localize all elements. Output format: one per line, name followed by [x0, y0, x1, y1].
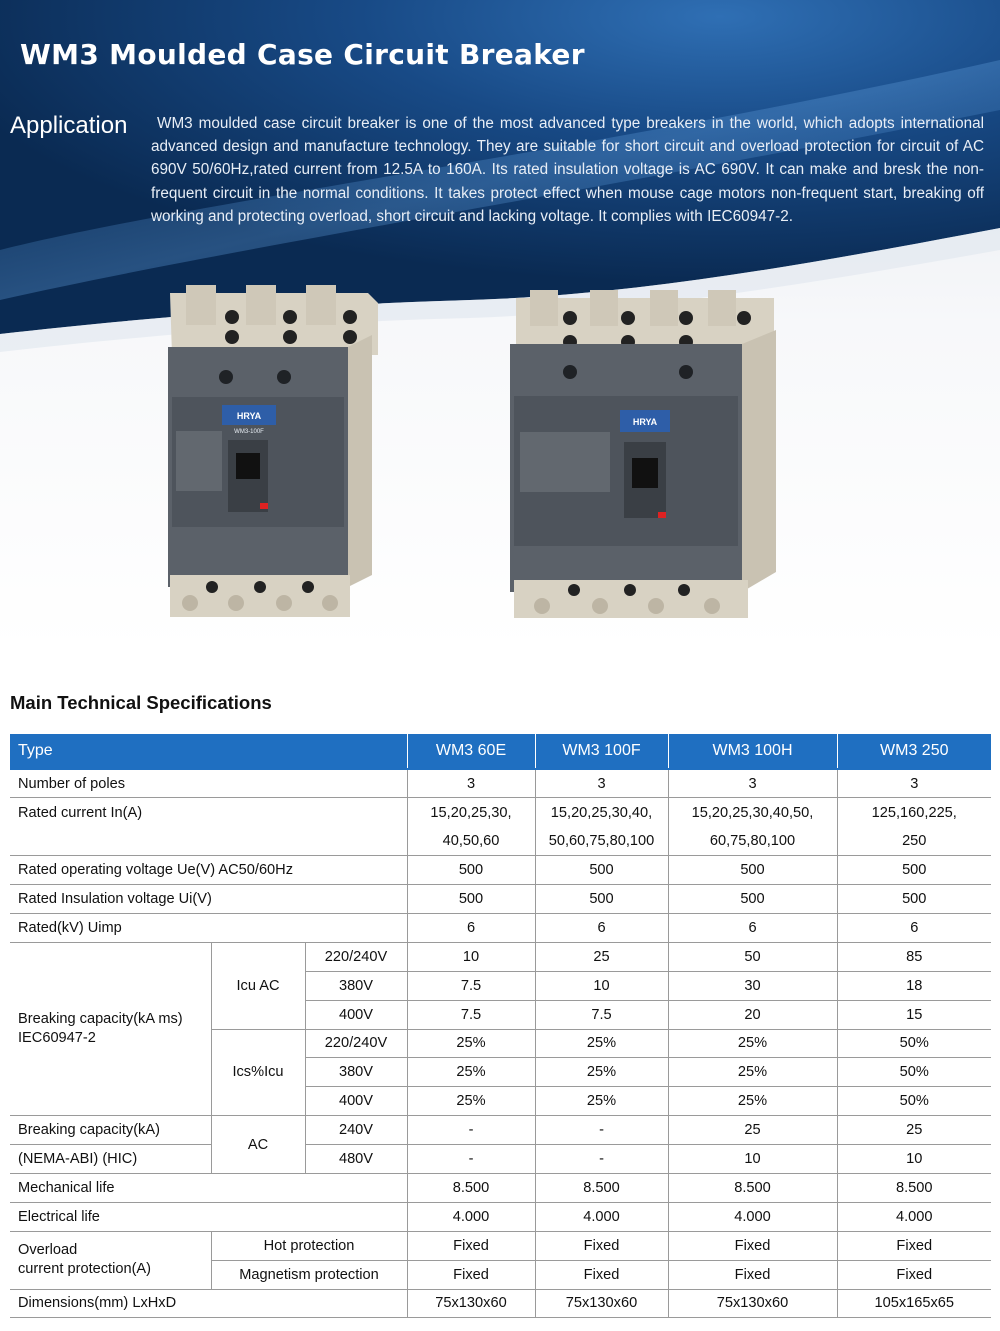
hero-banner	[0, 0, 1000, 650]
application-heading: Application	[10, 112, 128, 139]
cell-value: -	[535, 1116, 668, 1145]
cell-value: 4.000	[535, 1202, 668, 1231]
cell-value: 75x130x60	[668, 1289, 837, 1318]
cell-value: -	[407, 1116, 535, 1145]
voltage-cell: 220/240V	[305, 1029, 407, 1058]
cell-value: 500	[535, 856, 668, 885]
sub-label: Magnetism protection	[211, 1260, 407, 1289]
table-row	[10, 1289, 991, 1318]
spec-table	[10, 734, 991, 1318]
voltage-cell: 480V	[305, 1145, 407, 1174]
cell-value: 500	[407, 856, 535, 885]
table-row	[10, 1116, 991, 1145]
icu-label: Icu AC	[211, 942, 305, 1029]
cell-value: 25%	[407, 1087, 535, 1116]
cell-value: 4.000	[668, 1202, 837, 1231]
cell-value: 500	[407, 885, 535, 914]
cell-value: 60,75,80,100	[668, 827, 837, 856]
cell-value: 4.000	[407, 1202, 535, 1231]
cell-value: 15,20,25,30,40,50,	[668, 798, 837, 827]
cell-value: 7.5	[407, 1000, 535, 1029]
model-header: WM3 100F	[535, 734, 668, 769]
row-label: Mechanical life	[10, 1173, 407, 1202]
cell-value: 105x165x65	[837, 1289, 991, 1318]
cell-value: 500	[837, 856, 991, 885]
cell-value: 3	[535, 769, 668, 798]
cell-value: 85	[837, 942, 991, 971]
cell-value: 500	[837, 885, 991, 914]
cell-value: Fixed	[837, 1231, 991, 1260]
ac-label: AC	[211, 1116, 305, 1174]
voltage-cell: 400V	[305, 1087, 407, 1116]
row-label: Breaking capacity(kA)	[10, 1116, 211, 1145]
row-label: (NEMA-ABI) (HIC)	[10, 1145, 211, 1174]
cell-value: 3	[407, 769, 535, 798]
label-line: Breaking capacity(kA ms)	[18, 1011, 183, 1028]
cell-value: 25%	[407, 1029, 535, 1058]
breaker-image-4-pole	[508, 290, 778, 618]
voltage-cell: 380V	[305, 1058, 407, 1087]
breaking-capacity-label	[10, 942, 211, 1115]
brand-logo-text-2: HRYA	[632, 417, 658, 427]
cell-value: 25	[535, 942, 668, 971]
voltage-cell: 240V	[305, 1116, 407, 1145]
cell-value: 6	[668, 913, 837, 942]
table-row	[10, 885, 991, 914]
cell-value: 25%	[535, 1058, 668, 1087]
table-row	[10, 913, 991, 942]
row-label: Electrical life	[10, 1202, 407, 1231]
cell-value: 7.5	[407, 971, 535, 1000]
cell-value: 10	[837, 1145, 991, 1174]
cell-value: Fixed	[407, 1231, 535, 1260]
cell-value: 3	[837, 769, 991, 798]
cell-value: Fixed	[407, 1260, 535, 1289]
cell-value: 250	[837, 827, 991, 856]
cell-value: 25%	[535, 1087, 668, 1116]
cell-value: 10	[668, 1145, 837, 1174]
table-row	[10, 1173, 991, 1202]
cell-value: 25%	[668, 1087, 837, 1116]
cell-value: 10	[535, 971, 668, 1000]
spec-section-title: Main Technical Specifications	[10, 692, 272, 713]
cell-value: 25%	[668, 1058, 837, 1087]
cell-value: 15,20,25,30,	[407, 798, 535, 827]
row-label: Rated Insulation voltage Ui(V)	[10, 885, 407, 914]
cell-value: 8.500	[407, 1173, 535, 1202]
cell-value: 30	[668, 971, 837, 1000]
sub-label: Hot protection	[211, 1231, 407, 1260]
cell-value: 8.500	[668, 1173, 837, 1202]
cell-value: -	[407, 1145, 535, 1174]
cell-value: 25%	[535, 1029, 668, 1058]
cell-value: Fixed	[668, 1231, 837, 1260]
cell-value: 500	[668, 885, 837, 914]
cell-value: Fixed	[535, 1231, 668, 1260]
cell-value: 15	[837, 1000, 991, 1029]
cell-value: Fixed	[668, 1260, 837, 1289]
cell-value: 25	[837, 1116, 991, 1145]
cell-value: -	[535, 1145, 668, 1174]
application-paragraph: WM3 moulded case circuit breaker is one of the most advanced type breakers in the world, which adopts international advanced design and manufacture technology. They are suitable for short circuit and overload protection for circuit of AC 690V 50/60Hz,rated current from 12.5A to 160A. Its rated insulation voltage is AC 690V. It can make and bresk the non-frequent circuit in the normal conditions. It takes protect effect when mouse cage motors non-frequent start, breaking off working and protecting overload, short circuit and lacking voltage. It complies with IEC60947-2.	[151, 115, 984, 225]
cell-value: 50%	[837, 1087, 991, 1116]
voltage-cell: 380V	[305, 971, 407, 1000]
table-row	[10, 1231, 991, 1260]
cell-value: 500	[535, 885, 668, 914]
table-row	[10, 769, 991, 798]
cell-value: 25	[668, 1116, 837, 1145]
page-title: WM3 Moulded Case Circuit Breaker	[20, 38, 585, 71]
table-header-row	[10, 734, 991, 769]
cell-value: 75x130x60	[407, 1289, 535, 1318]
cell-value: 25%	[668, 1029, 837, 1058]
breaker-image-3-pole	[150, 285, 382, 617]
voltage-cell: 400V	[305, 1000, 407, 1029]
row-label: Rated current In(A)	[10, 798, 407, 827]
cell-value: 18	[837, 971, 991, 1000]
cell-value: 8.500	[535, 1173, 668, 1202]
label-line: current protection(A)	[18, 1261, 152, 1278]
row-label: Rated(kV) Uimp	[10, 913, 407, 942]
table-row	[10, 942, 991, 971]
cell-value: 50,60,75,80,100	[535, 827, 668, 856]
table-row	[10, 827, 991, 856]
type-header: Type	[10, 734, 407, 769]
cell-value: Fixed	[535, 1260, 668, 1289]
cell-value: 6	[535, 913, 668, 942]
cell-value: 50%	[837, 1058, 991, 1087]
row-label: Dimensions(mm) LxHxD	[10, 1289, 407, 1318]
overload-label	[10, 1231, 211, 1289]
model-header: WM3 250	[837, 734, 991, 769]
ics-label: Ics%Icu	[211, 1029, 305, 1116]
model-header: WM3 60E	[407, 734, 535, 769]
brand-logo-text: HRYA	[236, 411, 262, 421]
model-label-text: WM3-100F	[234, 429, 264, 435]
label-line: Overload	[18, 1242, 78, 1259]
cell-value: 50	[668, 942, 837, 971]
cell-value: 50%	[837, 1029, 991, 1058]
cell-value: 15,20,25,30,40,	[535, 798, 668, 827]
table-row	[10, 856, 991, 885]
cell-value: 25%	[407, 1058, 535, 1087]
cell-value: 6	[407, 913, 535, 942]
cell-value: 8.500	[837, 1173, 991, 1202]
cell-value: 40,50,60	[407, 827, 535, 856]
row-label: Rated operating voltage Ue(V) AC50/60Hz	[10, 856, 407, 885]
table-row	[10, 798, 991, 827]
cell-value: 500	[668, 856, 837, 885]
cell-value: 7.5	[535, 1000, 668, 1029]
cell-value: 20	[668, 1000, 837, 1029]
cell-value: 10	[407, 942, 535, 971]
table-row	[10, 1145, 991, 1174]
cell-value: 125,160,225,	[871, 804, 957, 821]
cell-value: 6	[837, 913, 991, 942]
label-line: IEC60947-2	[18, 1030, 96, 1047]
cell-value: 75x130x60	[535, 1289, 668, 1318]
model-header: WM3 100H	[668, 734, 837, 769]
row-label: Number of poles	[10, 769, 407, 798]
cell-value: 3	[668, 769, 837, 798]
cell-value: 4.000	[837, 1202, 991, 1231]
voltage-cell: 220/240V	[305, 942, 407, 971]
cell-value: Fixed	[837, 1260, 991, 1289]
table-row	[10, 1202, 991, 1231]
